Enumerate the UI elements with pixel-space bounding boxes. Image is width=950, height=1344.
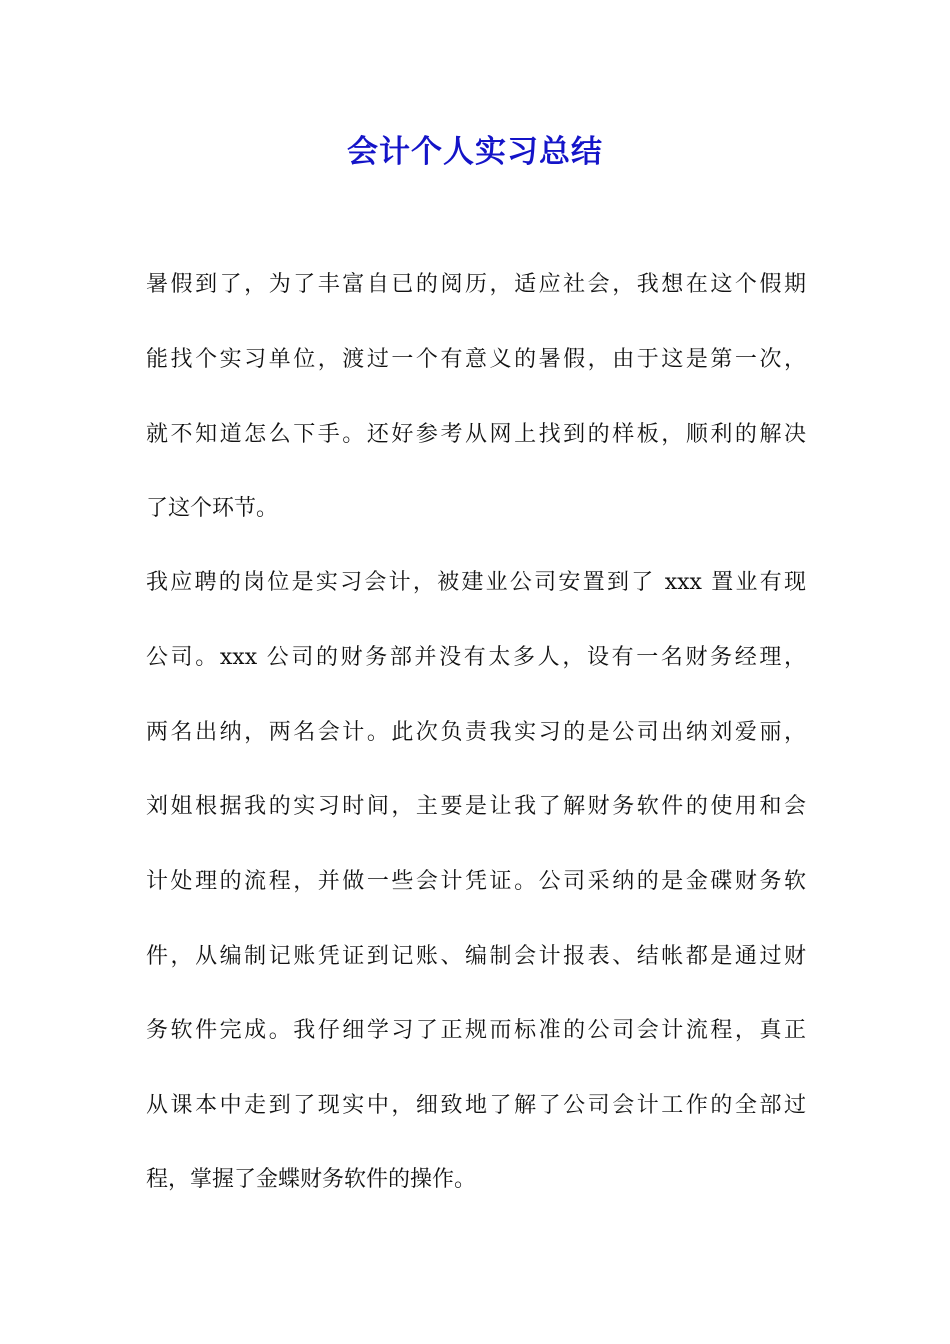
paragraph-2-line-3: 两名出纳，两名会计。此次负责我实习的是公司出纳刘爱丽，	[146, 720, 806, 745]
document-title: 会计个人实习总结	[347, 134, 603, 170]
paragraph-2-line-2: 公司。xxx 公司的财务部并没有太多人，设有一名财务经理，	[146, 645, 806, 670]
paragraph-1-line-1: 暑假到了，为了丰富自已的阅历，适应社会，我想在这个假期	[146, 272, 806, 297]
paragraph-2-line-9: 程，掌握了金蝶财务软件的操作。	[146, 1167, 477, 1192]
paragraph-2-line-1: 我应聘的岗位是实习会计，被建业公司安置到了 xxx 置业有现	[146, 570, 806, 595]
paragraph-2-line-4: 刘姐根据我的实习时间，主要是让我了解财务软件的使用和会	[146, 794, 806, 819]
paragraph-1-line-3: 就不知道怎么下手。还好参考从网上找到的样板，顺利的解决	[146, 422, 806, 447]
paragraph-1-line-2: 能找个实习单位，渡过一个有意义的暑假，由于这是第一次，	[146, 347, 806, 372]
paragraph-2-line-8: 从课本中走到了现实中，细致地了解了公司会计工作的全部过	[146, 1093, 806, 1118]
paragraph-2-line-7: 务软件完成。我仔细学习了正规而标准的公司会计流程，真正	[146, 1018, 806, 1043]
paragraph-2-line-6: 件，从编制记账凭证到记账、编制会计报表、结帐都是通过财	[146, 944, 806, 969]
paragraph-1-line-4: 了这个环节。	[146, 496, 279, 521]
paragraph-2-line-5: 计处理的流程，并做一些会计凭证。公司采纳的是金碟财务软	[146, 869, 806, 894]
